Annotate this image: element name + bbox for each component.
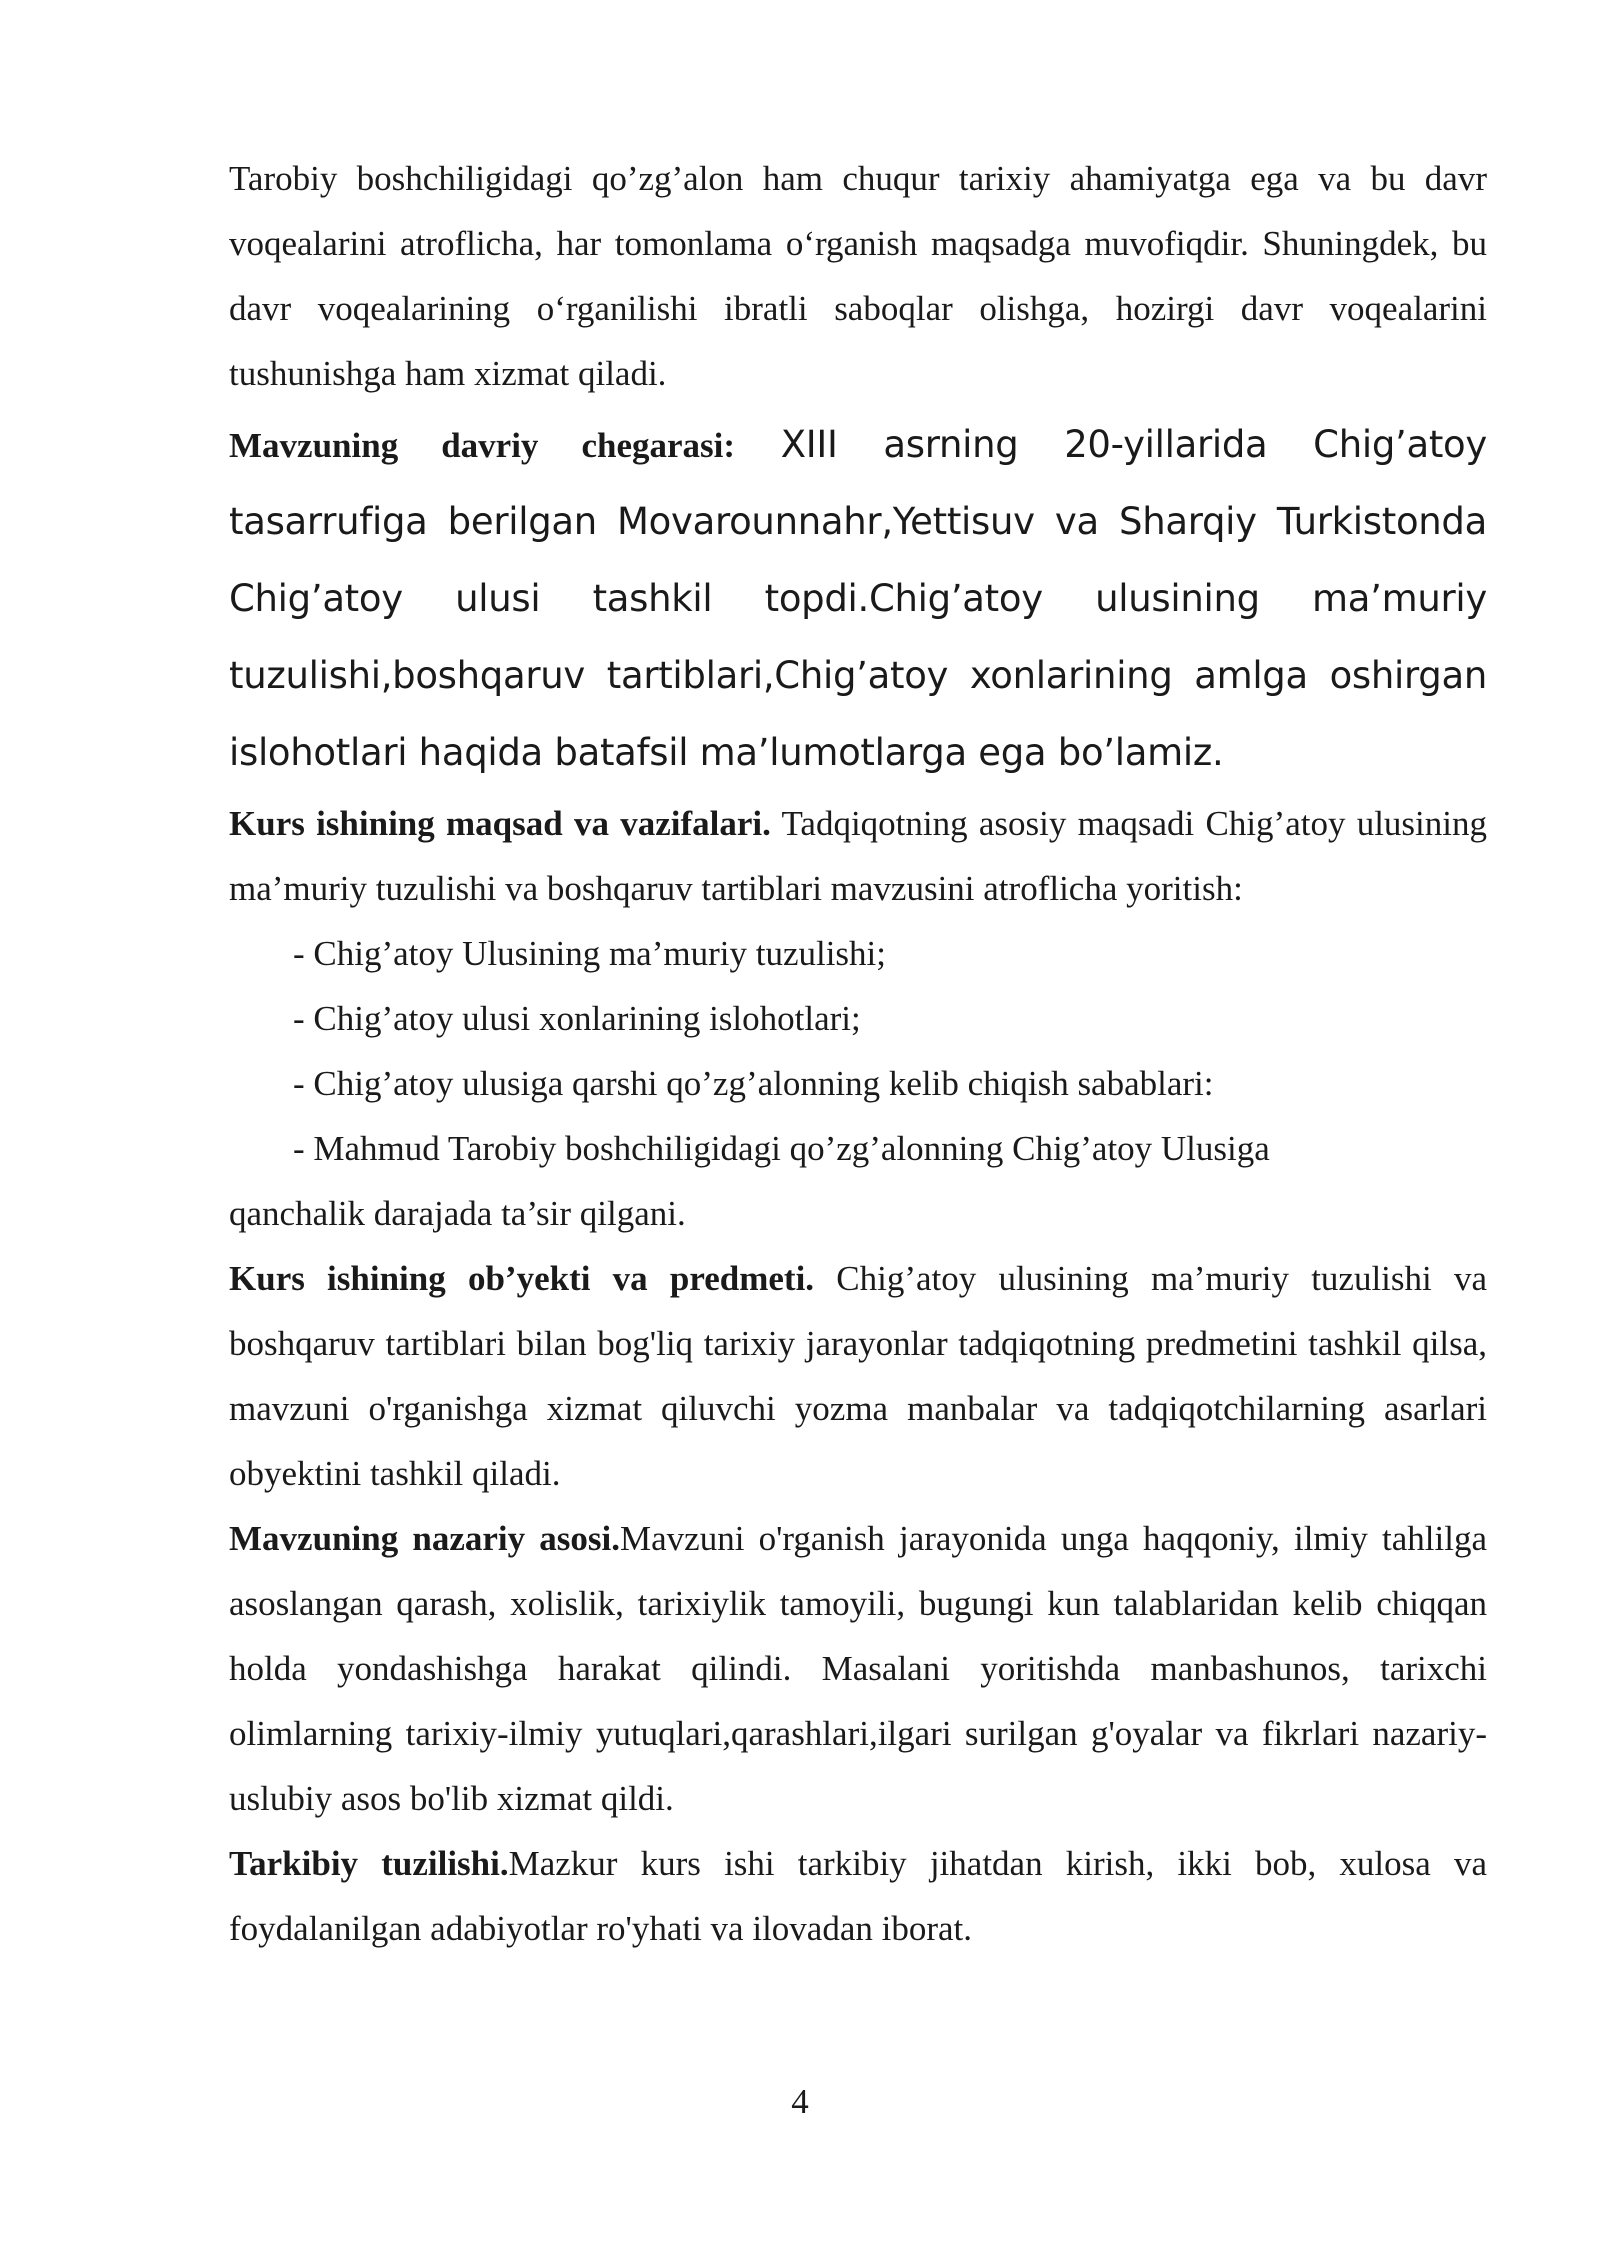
theory-text: Mavzuni o'rganish jarayonida unga haqqoniy, ilmiy tahlilga asoslangan qarash, xolislik, tarixiylik tamoyili, bugungi kun talablaridan kelib chiqqan holda yondashishga harakat qilindi. Masalani yoritishda manbashunos, tarixchi olimlarning tarixiy-ilmiy yutuqlari,qarashlari,ilgari surilgan g'oyalar va fikrlari nazariy- uslubiy asos bo'lib xizmat qildi. xyxy=(229,1519,1487,1818)
structure-heading: Tarkibiy tuzilishi. xyxy=(229,1844,509,1883)
goals-text: Tadqiqotning asosiy maqsadi Chig’atoy ulusining ma’muriy tuzulishi va boshqaruv tartiblari mavzusini atroflicha yoritish: xyxy=(229,804,1487,908)
object-text: Chig’atoy ulusining ma’muriy tuzulishi va boshqaruv tartiblari bilan bog'liq tarixiy jarayonlar tadqiqotning predmetini tashkil qilsa, mavzuni o'rganishga xizmat qiluvchi yozma manbalar va tadqiqotchilarning asarlari obyektini tashkil qiladi. xyxy=(229,1259,1487,1493)
goal-item-2: - Chig’atoy ulusi xonlarining islohotlari; xyxy=(293,999,861,1038)
object-paragraph xyxy=(229,1246,1487,1506)
page-number: 4 xyxy=(791,2082,809,2121)
intro-paragraph: Tarobiy boshchiligidagi qo’zg’alon ham chuqur tarixiy ahamiyatga ega va bu davr voqealarini atroflicha, har tomonlama o‘rganish maqsadga muvofiqdir. Shuningdek, bu davr voqealarining o‘rganilishi ibratli saboqlar olishga, hozirgi davr voqealarini tushunishga ham xizmat qiladi. xyxy=(229,159,1487,393)
structure-paragraph xyxy=(229,1831,1487,1961)
goal-item-4-continuation: qanchalik darajada ta’sir qilgani. xyxy=(229,1194,686,1233)
goal-item-4: - Mahmud Tarobiy boshchiligidagi qo’zg’alonning Chig’atoy Ulusiga xyxy=(293,1129,1270,1168)
goals-paragraph xyxy=(229,791,1487,921)
chronological-scope-text: XIII asrning 20-yillarida Chig’atoy tasarrufiga berilgan Movarounnahr,Yettisuv va Sharqiy Turkistonda Chig’atoy ulusi tashkil topdi.Chig’atoy ulusining ma’muriy tuzulishi,boshqaruv tartiblari,Chig’atoy xonlarining amlga oshirgan islohotlari haqida batafsil ma’lumotlarga ega bo’lamiz. xyxy=(229,423,1487,774)
page-content xyxy=(229,146,1487,1961)
goal-item-3: - Chig’atoy ulusiga qarshi qo’zg’alonning kelib chiqish sabablari: xyxy=(293,1064,1214,1103)
theory-heading: Mavzuning nazariy asosi. xyxy=(229,1519,621,1558)
chronological-scope-heading: Mavzuning davriy chegarasi: xyxy=(229,426,736,465)
chronological-scope-paragraph xyxy=(229,406,1487,791)
theory-paragraph xyxy=(229,1506,1487,1831)
object-heading: Kurs ishining ob’yekti va predmeti. xyxy=(229,1259,815,1298)
goals-heading: Kurs ishining maqsad va vazifalari. xyxy=(229,804,771,843)
structure-text: Mazkur kurs ishi tarkibiy jihatdan kirish, ikki bob, xulosa va foydalanilgan adabiyotlar ro'yhati va ilovadan iborat. xyxy=(229,1844,1487,1948)
goal-item-1: - Chig’atoy Ulusining ma’muriy tuzulishi; xyxy=(293,934,887,973)
